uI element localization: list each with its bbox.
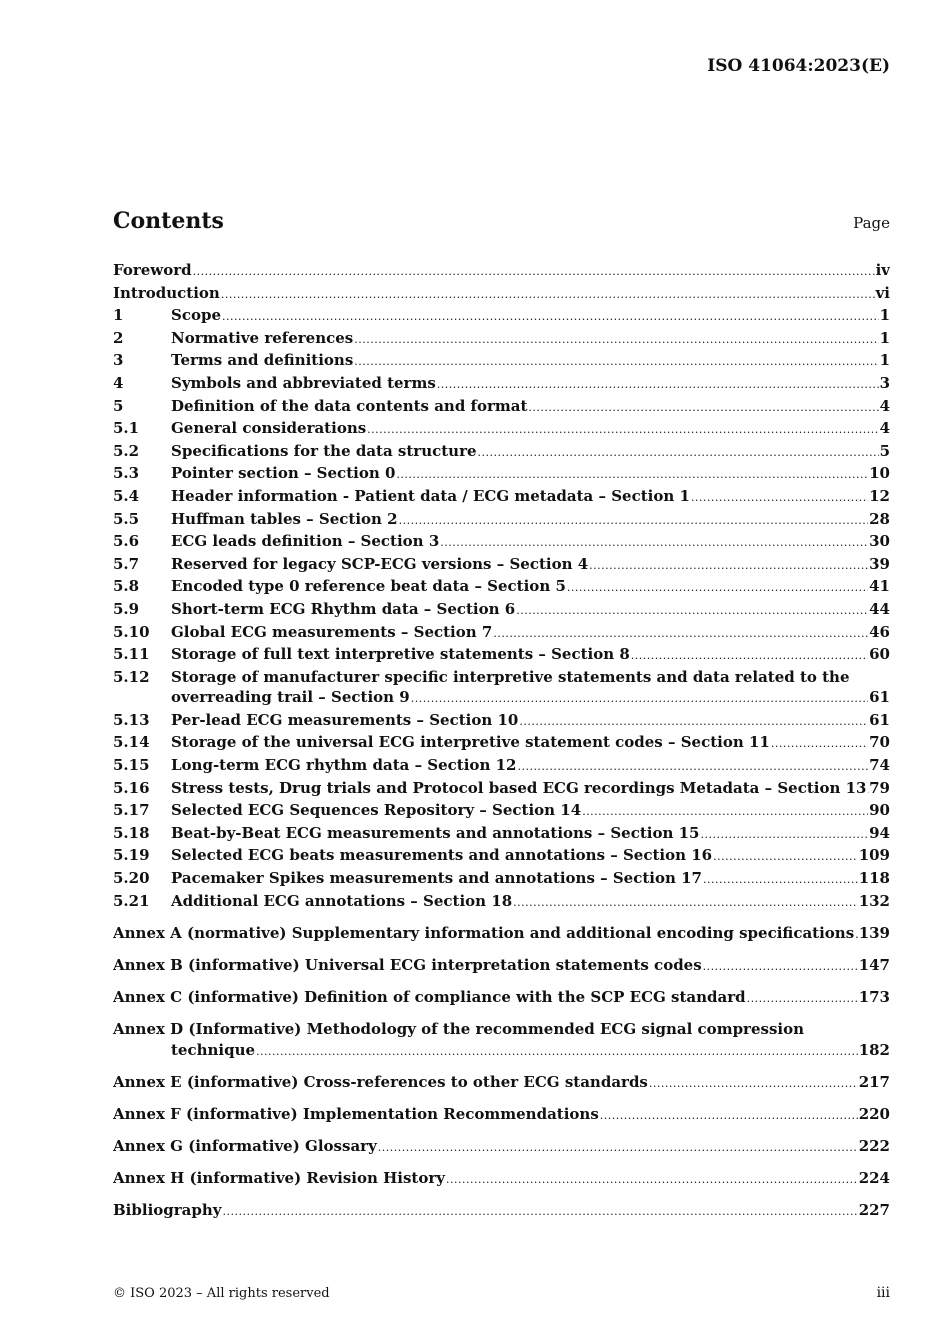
toc-entry-title: Pacemaker Spikes measurements and annotations – Section 17 bbox=[171, 869, 702, 888]
dot-leader bbox=[221, 285, 875, 306]
dot-leader bbox=[713, 847, 858, 868]
toc-entry[interactable] bbox=[113, 1072, 890, 1095]
toc-entry-number: 5.6 bbox=[113, 532, 140, 551]
toc-entry-title: Annex D (Informative) Methodology of the recommended ECG signal compression bbox=[113, 1020, 804, 1038]
dot-leader bbox=[855, 925, 858, 946]
toc-entry-page: 118 bbox=[858, 869, 890, 888]
toc-entry-page: 46 bbox=[869, 622, 890, 641]
toc-entry[interactable] bbox=[113, 260, 890, 283]
toc-entry-number: 5 bbox=[113, 396, 124, 415]
toc-entry-page: 60 bbox=[869, 645, 890, 664]
toc-entry[interactable] bbox=[113, 622, 890, 645]
toc-entry[interactable] bbox=[113, 441, 890, 464]
toc-entry[interactable] bbox=[113, 418, 890, 441]
toc-entry-title: Specifications for the data structure bbox=[171, 441, 477, 460]
toc-entry[interactable] bbox=[113, 1200, 890, 1223]
toc-entry-title: Header information - Patient data / ECG metadata – Section 1 bbox=[171, 486, 690, 505]
toc-entry-number: 5.14 bbox=[113, 733, 150, 752]
dot-leader bbox=[649, 1074, 858, 1095]
toc-entry-title: ECG leads definition – Section 3 bbox=[171, 532, 440, 551]
toc-entry-page: 1 bbox=[879, 306, 890, 325]
dot-leader bbox=[513, 893, 858, 914]
dot-leader bbox=[691, 488, 868, 509]
toc-entry-title: Storage of the universal ECG interpretive statement codes – Section 11 bbox=[171, 733, 770, 752]
toc-entry[interactable] bbox=[113, 463, 890, 486]
toc-entry-page: 90 bbox=[869, 801, 890, 820]
toc-entry[interactable] bbox=[113, 283, 890, 306]
toc-entry-number: 1 bbox=[113, 306, 124, 325]
toc-entry-first-line[interactable] bbox=[113, 667, 890, 688]
dot-leader bbox=[589, 556, 868, 577]
toc-entry-title: technique bbox=[171, 1040, 256, 1059]
dot-leader bbox=[193, 262, 875, 283]
toc-entry-page: 74 bbox=[869, 756, 890, 775]
toc-entry-title: Selected ECG Sequences Repository – Section 14 bbox=[171, 801, 582, 820]
toc-entry[interactable] bbox=[113, 778, 890, 801]
toc-entry-page: 132 bbox=[858, 891, 890, 910]
toc-entry-title: Annex F (informative) Implementation Recommendations bbox=[113, 1104, 599, 1123]
toc-entry-page: vi bbox=[875, 283, 890, 302]
toc-entry-page: 109 bbox=[858, 846, 890, 865]
toc-entry[interactable] bbox=[113, 554, 890, 577]
toc-entry-page: 41 bbox=[869, 577, 890, 596]
dot-leader bbox=[516, 601, 868, 622]
toc-entry-title: overreading trail – Section 9 bbox=[171, 688, 410, 707]
toc-entry-page: 44 bbox=[869, 599, 890, 618]
toc-entry-number: 4 bbox=[113, 373, 124, 392]
toc-entry-first-line[interactable] bbox=[113, 1019, 890, 1040]
dot-leader bbox=[747, 989, 858, 1010]
toc-entry-title: Storage of full text interpretive statements – Section 8 bbox=[171, 645, 630, 664]
toc-entry-number: 5.7 bbox=[113, 554, 140, 573]
toc-entry-page: 5 bbox=[879, 441, 890, 460]
toc-entry-page: iv bbox=[875, 261, 890, 279]
dot-leader bbox=[868, 780, 869, 801]
toc-entry[interactable] bbox=[113, 373, 890, 396]
toc-entry-title: Short-term ECG Rhythm data – Section 6 bbox=[171, 599, 516, 618]
page-column-label: Page bbox=[853, 214, 890, 232]
dot-leader bbox=[528, 398, 878, 419]
toc-clauses bbox=[113, 260, 890, 913]
toc-entry-page: 61 bbox=[869, 710, 890, 729]
toc-entry-page: 3 bbox=[879, 373, 890, 392]
toc-entry-page: 224 bbox=[858, 1168, 890, 1187]
toc-entry[interactable] bbox=[113, 1136, 890, 1159]
toc-entry-title: Foreword bbox=[113, 261, 192, 279]
toc-entry[interactable] bbox=[113, 328, 890, 351]
toc-entry-title: Per-lead ECG measurements – Section 10 bbox=[171, 710, 519, 729]
dot-leader bbox=[223, 1202, 858, 1223]
toc-entry[interactable] bbox=[113, 486, 890, 509]
toc-entry-title: Huffman tables – Section 2 bbox=[171, 509, 398, 528]
dot-leader bbox=[399, 511, 869, 532]
toc-entry[interactable] bbox=[113, 891, 890, 914]
toc-entry-number: 5.13 bbox=[113, 710, 150, 729]
toc-entry-page: 1 bbox=[879, 351, 890, 370]
toc-entry-number: 5.20 bbox=[113, 869, 150, 888]
toc-entry[interactable] bbox=[113, 868, 890, 891]
toc-entry[interactable] bbox=[113, 923, 890, 946]
toc-entry-number: 3 bbox=[113, 351, 124, 370]
toc-entry[interactable] bbox=[113, 509, 890, 532]
toc-entry[interactable] bbox=[113, 350, 890, 373]
toc-entry[interactable] bbox=[113, 1040, 890, 1063]
toc-entry-number: 5.5 bbox=[113, 509, 140, 528]
toc-entry[interactable] bbox=[113, 576, 890, 599]
toc-entry-page: 79 bbox=[869, 778, 890, 797]
dot-leader bbox=[519, 712, 868, 733]
toc-entry[interactable] bbox=[113, 755, 890, 778]
toc-entry-page: 4 bbox=[879, 396, 890, 415]
toc-entry-page: 173 bbox=[858, 987, 890, 1006]
dot-leader bbox=[396, 465, 868, 486]
dot-leader bbox=[703, 957, 858, 978]
footer-page-number: iii bbox=[876, 1285, 890, 1301]
toc-entry-number: 5.1 bbox=[113, 419, 140, 438]
toc-entry[interactable] bbox=[113, 987, 890, 1010]
toc-entry-number: 5.18 bbox=[113, 823, 150, 842]
dot-leader bbox=[771, 734, 868, 755]
document-id: ISO 41064:2023(E) bbox=[707, 56, 890, 76]
toc-entry-page: 182 bbox=[858, 1040, 890, 1059]
toc-entry-number: 5.15 bbox=[113, 756, 150, 775]
toc-entry[interactable] bbox=[113, 800, 890, 823]
toc-entry-page: 10 bbox=[869, 464, 890, 483]
toc-entry[interactable] bbox=[113, 732, 890, 755]
toc-entry-title: Symbols and abbreviated terms bbox=[171, 373, 436, 392]
dot-leader bbox=[703, 870, 858, 891]
toc-entry[interactable] bbox=[113, 599, 890, 622]
table-of-contents bbox=[113, 260, 890, 1223]
toc-entry-number: 5.2 bbox=[113, 441, 140, 460]
toc-entry-title: Annex G (informative) Glossary bbox=[113, 1136, 377, 1155]
toc-entry-title: Bibliography bbox=[113, 1201, 222, 1220]
toc-entry-page: 222 bbox=[858, 1136, 890, 1155]
toc-entry-page: 12 bbox=[869, 486, 890, 505]
toc-entry-number: 5.12 bbox=[113, 667, 150, 686]
toc-entry-title: General considerations bbox=[171, 419, 367, 438]
toc-entry-page: 30 bbox=[869, 532, 890, 551]
toc-entry-title: Selected ECG beats measurements and annotations – Section 16 bbox=[171, 846, 713, 865]
toc-entry-page: 227 bbox=[858, 1201, 890, 1220]
toc-entry-number: 5.17 bbox=[113, 801, 150, 820]
toc-entry[interactable] bbox=[113, 305, 890, 328]
toc-entry-number: 5.9 bbox=[113, 599, 140, 618]
toc-entry-title: Global ECG measurements – Section 7 bbox=[171, 622, 493, 641]
toc-entry-title: Additional ECG annotations – Section 18 bbox=[171, 891, 513, 910]
toc-entry-title: Stress tests, Drug trials and Protocol based ECG recordings Metadata – Section 13 bbox=[171, 778, 867, 797]
toc-entry-title: Terms and definitions bbox=[171, 351, 354, 370]
toc-entry-number: 5.3 bbox=[113, 464, 140, 483]
toc-entry-title: Introduction bbox=[113, 283, 220, 302]
dot-leader bbox=[378, 1138, 858, 1159]
toc-entry-page: 4 bbox=[879, 419, 890, 438]
toc-entry-title: Annex A (normative) Supplementary information and additional encoding specifications bbox=[113, 923, 855, 942]
toc-entry-page: 1 bbox=[879, 328, 890, 347]
contents-heading: Contents bbox=[113, 208, 224, 234]
toc-entry-title: Normative references bbox=[171, 328, 354, 347]
toc-entry-title: Pointer section – Section 0 bbox=[171, 464, 396, 483]
toc-entry-page: 39 bbox=[869, 554, 890, 573]
toc-entry-title: Beat-by-Beat ECG measurements and annotations – Section 15 bbox=[171, 823, 700, 842]
dot-leader bbox=[582, 802, 868, 823]
dot-leader bbox=[437, 375, 879, 396]
toc-entry[interactable] bbox=[113, 531, 890, 554]
dot-leader bbox=[446, 1170, 858, 1191]
toc-entry-number: 5.10 bbox=[113, 622, 150, 641]
toc-entry-title: Long-term ECG rhythm data – Section 12 bbox=[171, 756, 517, 775]
toc-entry[interactable] bbox=[113, 710, 890, 733]
toc-entry-number: 5.21 bbox=[113, 891, 150, 910]
toc-entry[interactable] bbox=[113, 823, 890, 846]
dot-leader bbox=[354, 330, 878, 351]
toc-entry-number: 2 bbox=[113, 328, 124, 347]
footer-copyright: © ISO 2023 – All rights reserved bbox=[113, 1286, 330, 1301]
toc-entry-title: Scope bbox=[171, 306, 222, 325]
toc-entry[interactable] bbox=[113, 1168, 890, 1191]
dot-leader bbox=[256, 1042, 858, 1063]
toc-entry-title: Definition of the data contents and format bbox=[171, 396, 528, 415]
toc-entry-page: 70 bbox=[869, 733, 890, 752]
toc-entry-page: 61 bbox=[869, 688, 890, 707]
dot-leader bbox=[354, 352, 878, 373]
dot-leader bbox=[631, 646, 868, 667]
toc-entry-title: Annex C (informative) Definition of compliance with the SCP ECG standard bbox=[113, 987, 746, 1006]
toc-entry-number: 5.16 bbox=[113, 778, 150, 797]
toc-entry-title: Storage of manufacturer specific interpretive statements and data related to the bbox=[171, 667, 850, 686]
toc-entry[interactable] bbox=[113, 687, 890, 710]
toc-entry[interactable] bbox=[113, 644, 890, 667]
toc-entry[interactable] bbox=[113, 955, 890, 978]
dot-leader bbox=[517, 757, 868, 778]
toc-entry-page: 139 bbox=[858, 923, 890, 942]
toc-entry[interactable] bbox=[113, 396, 890, 419]
dot-leader bbox=[367, 420, 878, 441]
toc-entry-page: 147 bbox=[858, 955, 890, 974]
toc-entry[interactable] bbox=[113, 1104, 890, 1127]
toc-entry-number: 5.4 bbox=[113, 486, 140, 505]
toc-entry-page: 220 bbox=[858, 1104, 890, 1123]
dot-leader bbox=[440, 533, 868, 554]
toc-entry-title: Annex E (informative) Cross-references to other ECG standards bbox=[113, 1072, 648, 1091]
dot-leader bbox=[567, 578, 868, 599]
dot-leader bbox=[600, 1106, 858, 1127]
toc-entry-page: 217 bbox=[858, 1072, 890, 1091]
toc-annexes bbox=[113, 923, 890, 1223]
toc-entry-title: Annex H (informative) Revision History bbox=[113, 1168, 445, 1187]
toc-entry-number: 5.8 bbox=[113, 577, 140, 596]
dot-leader bbox=[411, 689, 868, 710]
dot-leader bbox=[222, 307, 879, 328]
toc-entry-number: 5.11 bbox=[113, 645, 150, 664]
toc-entry-page: 28 bbox=[869, 509, 890, 528]
toc-entry-page: 94 bbox=[869, 823, 890, 842]
dot-leader bbox=[700, 825, 868, 846]
toc-entry-title: Annex B (informative) Universal ECG interpretation statements codes bbox=[113, 955, 702, 974]
dot-leader bbox=[478, 443, 879, 464]
dot-leader bbox=[493, 624, 868, 645]
toc-entry-number: 5.19 bbox=[113, 846, 150, 865]
toc-entry[interactable] bbox=[113, 845, 890, 868]
toc-entry-title: Encoded type 0 reference beat data – Section 5 bbox=[171, 577, 566, 596]
toc-entry-title: Reserved for legacy SCP-ECG versions – Section 4 bbox=[171, 554, 589, 573]
